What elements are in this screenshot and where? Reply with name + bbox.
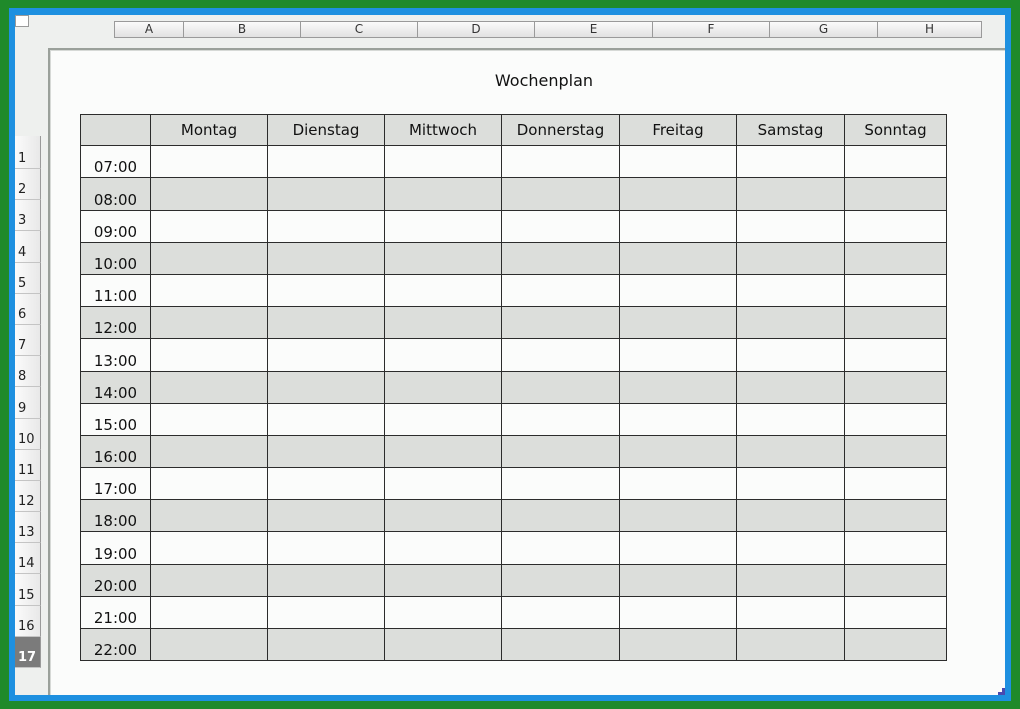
column-header-bar (114, 21, 982, 38)
schedule-cell[interactable] (151, 307, 268, 339)
schedule-cell[interactable] (268, 500, 385, 532)
time-cell[interactable]: 10:00 (81, 242, 151, 274)
schedule-cell[interactable] (502, 564, 620, 596)
schedule-cell[interactable] (151, 371, 268, 403)
schedule-cell[interactable] (620, 500, 737, 532)
schedule-cell[interactable] (737, 403, 845, 435)
schedule-cell[interactable] (385, 468, 502, 500)
row-header-10[interactable]: 10 (15, 419, 41, 450)
time-cell[interactable]: 16:00 (81, 435, 151, 467)
column-header-h[interactable]: H (878, 21, 982, 38)
schedule-cell[interactable] (845, 596, 947, 628)
select-all-corner[interactable] (15, 15, 29, 27)
row-header-6[interactable]: 6 (15, 294, 41, 325)
schedule-cell[interactable] (620, 178, 737, 210)
schedule-cell[interactable] (385, 242, 502, 274)
schedule-cell[interactable] (151, 500, 268, 532)
row-header-16[interactable]: 16 (15, 606, 41, 637)
schedule-cell[interactable] (620, 564, 737, 596)
schedule-cell[interactable] (620, 435, 737, 467)
row-header-13[interactable]: 13 (15, 512, 41, 543)
schedule-cell[interactable] (502, 274, 620, 306)
time-cell[interactable]: 20:00 (81, 564, 151, 596)
column-header-c[interactable]: C (301, 21, 418, 38)
schedule-cell[interactable] (845, 564, 947, 596)
schedule-cell[interactable] (737, 500, 845, 532)
table-row (81, 500, 947, 532)
row-header-15[interactable]: 15 (15, 574, 41, 605)
table-row (81, 274, 947, 306)
schedule-cell[interactable] (502, 371, 620, 403)
schedule-cell[interactable] (268, 210, 385, 242)
schedule-cell[interactable] (502, 242, 620, 274)
table-row (81, 242, 947, 274)
row-header-9[interactable]: 9 (15, 387, 41, 418)
schedule-cell[interactable] (385, 146, 502, 178)
schedule-cell[interactable] (620, 532, 737, 564)
schedule-cell[interactable] (502, 500, 620, 532)
schedule-cell[interactable] (737, 629, 845, 661)
day-header-sonntag[interactable]: Sonntag (845, 115, 947, 146)
schedule-cell[interactable] (268, 242, 385, 274)
schedule-cell[interactable] (737, 146, 845, 178)
schedule-cell[interactable] (268, 371, 385, 403)
table-row (81, 564, 947, 596)
schedule-cell[interactable] (502, 596, 620, 628)
time-cell[interactable]: 07:00 (81, 146, 151, 178)
table-row (81, 468, 947, 500)
day-header-dienstag[interactable]: Dienstag (268, 115, 385, 146)
schedule-cell[interactable] (845, 468, 947, 500)
row-header-12[interactable]: 12 (15, 481, 41, 512)
schedule-cell[interactable] (737, 178, 845, 210)
schedule-cell[interactable] (737, 307, 845, 339)
schedule-cell[interactable] (268, 274, 385, 306)
schedule-cell[interactable] (268, 629, 385, 661)
schedule-cell[interactable] (385, 403, 502, 435)
schedule-cell[interactable] (502, 210, 620, 242)
schedule-cell[interactable] (385, 178, 502, 210)
schedule-cell[interactable] (268, 435, 385, 467)
schedule-cell[interactable] (737, 242, 845, 274)
schedule-cell[interactable] (385, 210, 502, 242)
schedule-cell[interactable] (151, 596, 268, 628)
schedule-cell[interactable] (620, 242, 737, 274)
schedule-cell[interactable] (845, 307, 947, 339)
table-row (81, 307, 947, 339)
schedule-cell[interactable] (737, 596, 845, 628)
row-header-14[interactable]: 14 (15, 543, 41, 574)
time-cell[interactable]: 17:00 (81, 468, 151, 500)
table-row (81, 532, 947, 564)
schedule-cell[interactable] (151, 242, 268, 274)
schedule-cell[interactable] (737, 564, 845, 596)
weekly-schedule-table (80, 114, 947, 661)
table-row (81, 146, 947, 178)
time-cell[interactable]: 22:00 (81, 629, 151, 661)
schedule-cell[interactable] (620, 146, 737, 178)
schedule-cell[interactable] (385, 532, 502, 564)
schedule-cell[interactable] (502, 629, 620, 661)
row-header-bar (15, 136, 41, 668)
schedule-cell[interactable] (268, 468, 385, 500)
schedule-cell[interactable] (385, 435, 502, 467)
table-row (81, 339, 947, 371)
schedule-cell[interactable] (151, 210, 268, 242)
schedule-cell[interactable] (502, 146, 620, 178)
time-cell[interactable]: 14:00 (81, 371, 151, 403)
schedule-cell[interactable] (620, 371, 737, 403)
row-header-4[interactable]: 4 (15, 231, 41, 262)
table-row (81, 371, 947, 403)
schedule-cell[interactable] (268, 178, 385, 210)
table-row (81, 178, 947, 210)
time-cell[interactable]: 15:00 (81, 403, 151, 435)
table-row (81, 210, 947, 242)
table-row (81, 596, 947, 628)
time-cell[interactable]: 19:00 (81, 532, 151, 564)
schedule-cell[interactable] (268, 532, 385, 564)
column-header-f[interactable]: F (653, 21, 770, 38)
schedule-cell[interactable] (845, 146, 947, 178)
schedule-cell[interactable] (737, 339, 845, 371)
schedule-cell[interactable] (845, 242, 947, 274)
row-header-17[interactable]: 17 (15, 637, 41, 668)
schedule-cell[interactable] (151, 339, 268, 371)
schedule-cell[interactable] (151, 564, 268, 596)
table-header-row (81, 115, 947, 146)
schedule-cell[interactable] (737, 532, 845, 564)
day-header-samstag[interactable]: Samstag (737, 115, 845, 146)
table-row (81, 629, 947, 661)
row-header-7[interactable]: 7 (15, 325, 41, 356)
schedule-cell[interactable] (385, 500, 502, 532)
schedule-cell[interactable] (151, 274, 268, 306)
row-header-1[interactable]: 1 (15, 136, 41, 169)
schedule-cell[interactable] (620, 274, 737, 306)
time-cell[interactable]: 11:00 (81, 274, 151, 306)
schedule-cell[interactable] (502, 339, 620, 371)
schedule-cell[interactable] (385, 274, 502, 306)
schedule-cell[interactable] (385, 339, 502, 371)
schedule-cell[interactable] (385, 596, 502, 628)
schedule-cell[interactable] (502, 307, 620, 339)
schedule-cell[interactable] (502, 435, 620, 467)
schedule-cell[interactable] (385, 307, 502, 339)
time-cell[interactable]: 18:00 (81, 500, 151, 532)
schedule-cell[interactable] (502, 532, 620, 564)
schedule-cell[interactable] (268, 596, 385, 628)
time-cell[interactable]: 08:00 (81, 178, 151, 210)
time-cell[interactable]: 13:00 (81, 339, 151, 371)
schedule-cell[interactable] (845, 210, 947, 242)
schedule-cell[interactable] (268, 403, 385, 435)
schedule-cell[interactable] (737, 210, 845, 242)
schedule-cell[interactable] (151, 532, 268, 564)
schedule-cell[interactable] (620, 210, 737, 242)
column-header-e[interactable]: E (535, 21, 653, 38)
schedule-cell[interactable] (845, 403, 947, 435)
schedule-cell[interactable] (151, 435, 268, 467)
schedule-cell[interactable] (268, 564, 385, 596)
schedule-cell[interactable] (845, 274, 947, 306)
schedule-cell[interactable] (268, 146, 385, 178)
time-cell[interactable]: 12:00 (81, 307, 151, 339)
column-header-b[interactable]: B (184, 21, 301, 38)
column-header-a[interactable]: A (114, 21, 184, 38)
schedule-cell[interactable] (845, 178, 947, 210)
day-header-freitag[interactable]: Freitag (620, 115, 737, 146)
row-header-11[interactable]: 11 (15, 450, 41, 481)
day-header-mittwoch[interactable]: Mittwoch (385, 115, 502, 146)
schedule-cell[interactable] (385, 371, 502, 403)
schedule-cell[interactable] (151, 146, 268, 178)
table-row (81, 403, 947, 435)
schedule-cell[interactable] (737, 371, 845, 403)
row-header-3[interactable]: 3 (15, 200, 41, 231)
schedule-cell[interactable] (151, 468, 268, 500)
schedule-cell[interactable] (737, 274, 845, 306)
day-header-donnerstag[interactable]: Donnerstag (502, 115, 620, 146)
schedule-cell[interactable] (502, 178, 620, 210)
schedule-cell[interactable] (385, 564, 502, 596)
time-cell[interactable]: 09:00 (81, 210, 151, 242)
page-title: Wochenplan (494, 71, 594, 90)
schedule-cell[interactable] (502, 468, 620, 500)
schedule-cell[interactable] (845, 532, 947, 564)
column-header-d[interactable]: D (418, 21, 535, 38)
column-header-g[interactable]: G (770, 21, 878, 38)
schedule-cell[interactable] (620, 596, 737, 628)
resize-handle-icon[interactable] (998, 688, 1005, 695)
schedule-cell[interactable] (502, 403, 620, 435)
schedule-cell[interactable] (620, 403, 737, 435)
schedule-cell[interactable] (845, 435, 947, 467)
schedule-cell[interactable] (620, 629, 737, 661)
schedule-cell[interactable] (845, 371, 947, 403)
schedule-cell[interactable] (845, 500, 947, 532)
schedule-cell[interactable] (385, 629, 502, 661)
header-corner-cell[interactable] (81, 115, 151, 146)
schedule-cell[interactable] (620, 307, 737, 339)
schedule-cell[interactable] (151, 629, 268, 661)
row-header-5[interactable]: 5 (15, 263, 41, 294)
schedule-cell[interactable] (620, 468, 737, 500)
spreadsheet-window (15, 15, 1005, 695)
row-header-2[interactable]: 2 (15, 169, 41, 200)
time-cell[interactable]: 21:00 (81, 596, 151, 628)
table-row (81, 435, 947, 467)
schedule-cell[interactable] (845, 339, 947, 371)
schedule-cell[interactable] (151, 178, 268, 210)
schedule-cell[interactable] (845, 629, 947, 661)
schedule-cell[interactable] (737, 468, 845, 500)
schedule-cell[interactable] (620, 339, 737, 371)
row-header-8[interactable]: 8 (15, 356, 41, 387)
schedule-cell[interactable] (151, 403, 268, 435)
schedule-cell[interactable] (737, 435, 845, 467)
schedule-cell[interactable] (268, 307, 385, 339)
day-header-montag[interactable]: Montag (151, 115, 268, 146)
schedule-cell[interactable] (268, 339, 385, 371)
